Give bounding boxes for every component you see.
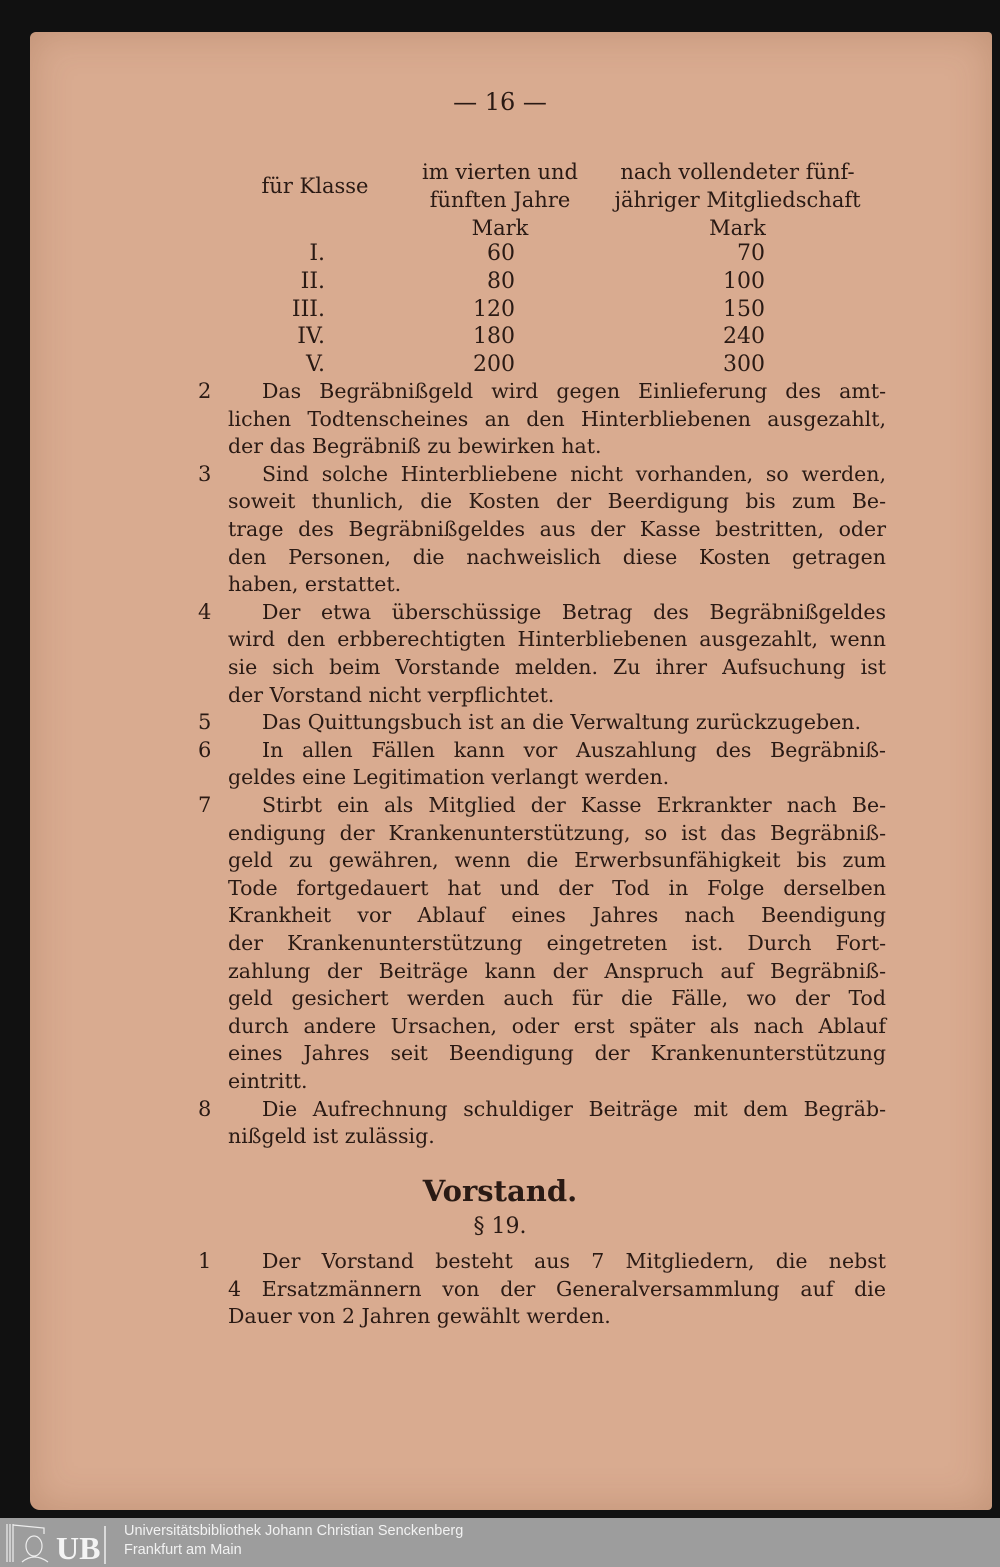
header-col2 <box>600 158 875 242</box>
header-col1-unit: Mark <box>471 216 529 240</box>
paragraph-number: 7 <box>198 793 212 817</box>
paragraph-line: Krankheit vor Ablauf eines Jahres nach Beendigung <box>228 903 886 928</box>
paragraph-line: Sind solche Hinterbliebene nicht vorhanden, so werden, <box>262 461 886 486</box>
table-cell-fourth-fifth-year: 80 <box>487 268 515 294</box>
header-col2-unit: Mark <box>709 216 766 240</box>
table-cell-class: V. <box>305 352 325 378</box>
paragraph-line: endigung der Krankenunterstützung, so ist das Begräbniß- <box>228 820 886 845</box>
table-cell-fourth-fifth-year: 120 <box>473 296 515 322</box>
paragraph-line: Das Begräbnißgeld wird gegen Einlieferung des amt- <box>262 379 886 403</box>
paragraph-line: Die Aufrechnung schuldiger Beiträge mit dem Begräb- <box>262 1096 886 1121</box>
paragraph-line: Das Quittungsbuch ist an die Verwaltung zurückzugeben. <box>262 710 862 735</box>
table-cell-after-five-years: 240 <box>723 324 765 350</box>
table-cell-class: I. <box>309 241 325 266</box>
library-name: Universitätsbibliothek Johann Christian Senckenberg <box>124 1523 464 1539</box>
paragraph-line: soweit thunlich, die Kosten der Beerdigung bis zum Be- <box>228 489 886 514</box>
table-cell-fourth-fifth-year: 200 <box>473 352 515 378</box>
paragraph-number: 4 <box>198 599 212 624</box>
paragraph-line: nißgeld ist zulässig. <box>228 1124 435 1149</box>
paragraph-number: 2 <box>198 379 212 403</box>
paragraph-line: der das Begräbniß zu bewirken hat. <box>228 434 602 459</box>
library-city: Frankfurt am Main <box>124 1542 242 1558</box>
header-col2-line: nach vollendeter fünf- <box>620 160 855 184</box>
table-cell-after-five-years: 150 <box>723 296 765 322</box>
table-cell-after-five-years: 300 <box>723 352 765 378</box>
paragraph-line: durch andere Ursachen, oder erst später als nach Ablauf <box>228 1013 886 1038</box>
paragraph-line: Der etwa überschüssige Betrag des Begräbnißgeldes <box>262 599 886 624</box>
table-cell-class: IV. <box>297 324 325 350</box>
paragraph-line: geld zu gewähren, wenn die Erwerbsunfähigkeit bis zum <box>228 848 886 873</box>
header-col1 <box>385 158 615 242</box>
paragraph-line: In allen Fällen kann vor Auszahlung des Begräbniß- <box>262 737 886 762</box>
paragraph-number: 5 <box>198 710 212 735</box>
paragraph-line: trage des Begräbnißgeldes aus der Kasse bestritten, oder <box>228 517 886 541</box>
table-cell-fourth-fifth-year: 180 <box>473 324 515 350</box>
paragraph-line: haben, erstattet. <box>228 572 402 597</box>
table-cell-after-five-years: 100 <box>723 268 765 294</box>
paragraph-line: der Krankenunterstützung eingetreten ist. Durch Fort- <box>228 931 886 955</box>
paragraph-line: lichen Todtenscheines an den Hinterbliebenen ausgezahlt, <box>228 406 886 431</box>
header-col2-line: jähriger Mitgliedschaft <box>614 188 861 212</box>
paragraph-line: den Personen, die nachweislich diese Kosten getragen <box>228 544 886 569</box>
paragraph-line: eintritt. <box>228 1069 308 1093</box>
paragraph-line: Dauer von 2 Jahren gewählt werden. <box>228 1304 611 1329</box>
paragraph-line: zahlung der Beiträge kann der Anspruch auf Begräbniß- <box>228 958 886 983</box>
svg-text:UB: UB <box>56 1530 101 1564</box>
paragraph-line: sie sich beim Vorstande melden. Zu ihrer Aufsuchung ist <box>228 655 886 679</box>
paragraph-line: wird den erbberechtigten Hinterbliebenen ausgezahlt, wenn <box>228 627 886 652</box>
paragraph-line: geldes eine Legitimation verlangt werden. <box>228 765 670 790</box>
paragraph-line: eines Jahres seit Beendigung der Krankenunterstützung <box>228 1041 886 1066</box>
paragraph-line: geld gesichert werden auch für die Fälle, wo der Tod <box>228 986 886 1011</box>
section-heading: Vorstand. <box>422 1174 578 1208</box>
paragraph-line: Stirbt ein als Mitglied der Kasse Erkrankter nach Be- <box>262 793 886 817</box>
paragraph-line: Der Vorstand besteht aus 7 Mitgliedern, die nebst <box>262 1249 886 1273</box>
table-cell-class: II. <box>300 268 325 294</box>
paragraph-number: 8 <box>198 1096 212 1121</box>
library-logo-icon <box>4 1522 116 1564</box>
paragraph-number: 3 <box>198 461 212 486</box>
page-number: — 16 — <box>453 88 547 116</box>
paragraph-line: der Vorstand nicht verpflichtet. <box>228 682 555 707</box>
table-cell-fourth-fifth-year: 60 <box>487 241 515 266</box>
table-cell-class: III. <box>291 296 325 322</box>
paragraph-number: 6 <box>198 737 212 762</box>
header-col1-line: fünften Jahre <box>429 188 571 212</box>
table-cell-after-five-years: 70 <box>737 241 765 266</box>
section-number: § 19. <box>473 1214 527 1239</box>
paragraph-number: 1 <box>198 1249 212 1273</box>
paragraph-line: 4 Ersatzmännern von der Generalversammlung auf die <box>228 1276 886 1301</box>
header-col1-line: im vierten und <box>422 160 578 184</box>
library-footer <box>0 1518 1000 1567</box>
header-class: für Klasse <box>261 174 369 198</box>
paragraph-line: Tode fortgedauert hat und der Tod in Folge derselben <box>228 875 886 900</box>
